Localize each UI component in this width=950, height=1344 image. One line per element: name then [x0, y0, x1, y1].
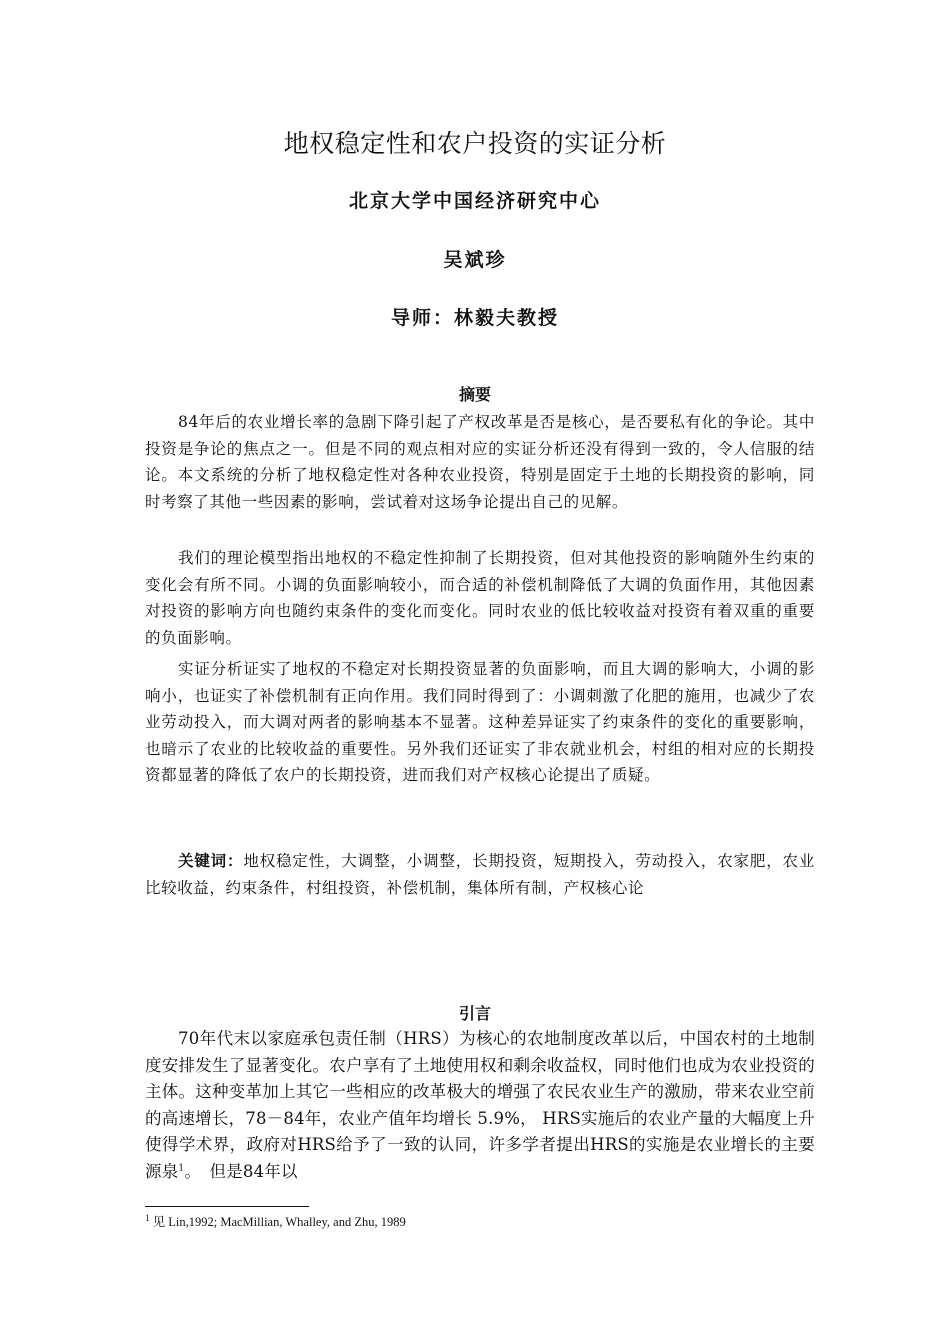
footnote-reference[interactable]: 1 [178, 1163, 185, 1173]
keywords-label: 关键词： [178, 852, 244, 870]
footnote-divider [145, 1206, 309, 1207]
introduction-heading: 引言 [458, 1004, 491, 1023]
advisor-line: 导师：林毅夫教授 [390, 307, 559, 329]
paper-title: 地权稳定性和农户投资的实证分析 [283, 129, 667, 158]
abstract-paragraph-3: 实证分析证实了地权的不稳定对长期投资显著的负面影响，而且大调的影响大，小调的影响小，也证实了补偿机制有正向作用。我们同时得到了：小调刺激了化肥的施用，也减少了农业劳动投入，而大调对两者的影响基本不显著。这种差异证实了约束条件的变化的重要影响，也暗示了农业的比较收益的重要性。另外我们还证实了非农就业机会，村组的相对应的长期投资都显著的降低了农户的长期投资，进而我们对产权核心论提出了质疑。 [145, 660, 815, 784]
abstract-heading: 摘要 [458, 385, 491, 404]
abstract-paragraph-1: 84年后的农业增长率的急剧下降引起了产权改革是否是核心，是否要私有化的争论。其中投资是争论的焦点之一。但是不同的观点相对应的实证分析还没有得到一致的，令人信服的结论。本文系统的分析了地权稳定性对各种农业投资，特别是固定于土地的长期投资的影响，同时考察了其他一些因素的影响，尝试着对这场争论提出自己的见解。 [145, 413, 815, 511]
introduction-text-continued: 。 但是84年以 [184, 1161, 298, 1181]
footnote-text: 见 Lin,1992; MacMillian, Whalley, and Zhu, 1989 [149, 1215, 406, 1229]
author-name: 吴斌珍 [443, 249, 507, 271]
affiliation: 北京大学中国经济研究中心 [348, 190, 601, 212]
footnote-mark: 1 [145, 1212, 150, 1223]
keywords-text: 地权稳定性，大调整，小调整，长期投资，短期投入，劳动投入，农家肥，农业比较收益，约束条件，村组投资，补偿机制，集体所有制，产权核心论 [145, 852, 815, 897]
keywords-paragraph [145, 848, 815, 901]
introduction-paragraph [145, 1026, 815, 1185]
footnote [145, 1212, 406, 1230]
abstract-paragraph-2: 我们的理论模型指出地权的不稳定性抑制了长期投资，但对其他投资的影响随外生约束的变化会有所不同。小调的负面影响较小，而合适的补偿机制降低了大调的负面作用，其他因素对投资的影响方向也随约束条件的变化而变化。同时农业的低比较收益对投资有着双重的重要的负面影响。 [145, 549, 815, 647]
introduction-text: 70年代末以家庭承包责任制（HRS）为核心的农地制度改革以后，中国农村的土地制度安排发生了显著变化。农户享有了土地使用权和剩余收益权，同时他们也成为农业投资的主体。这种变革加上其它一些相应的改革极大的增强了农民农业生产的激励，带来农业空前的高速增长，78－84年，农业产值年均增长 5.9%， HRS实施后的农业产量的大幅度上升使得学术界，政府对HRS给予了一致的认同，许多学者提出HRS的实施是农业增长的主要源泉 [145, 1029, 815, 1181]
